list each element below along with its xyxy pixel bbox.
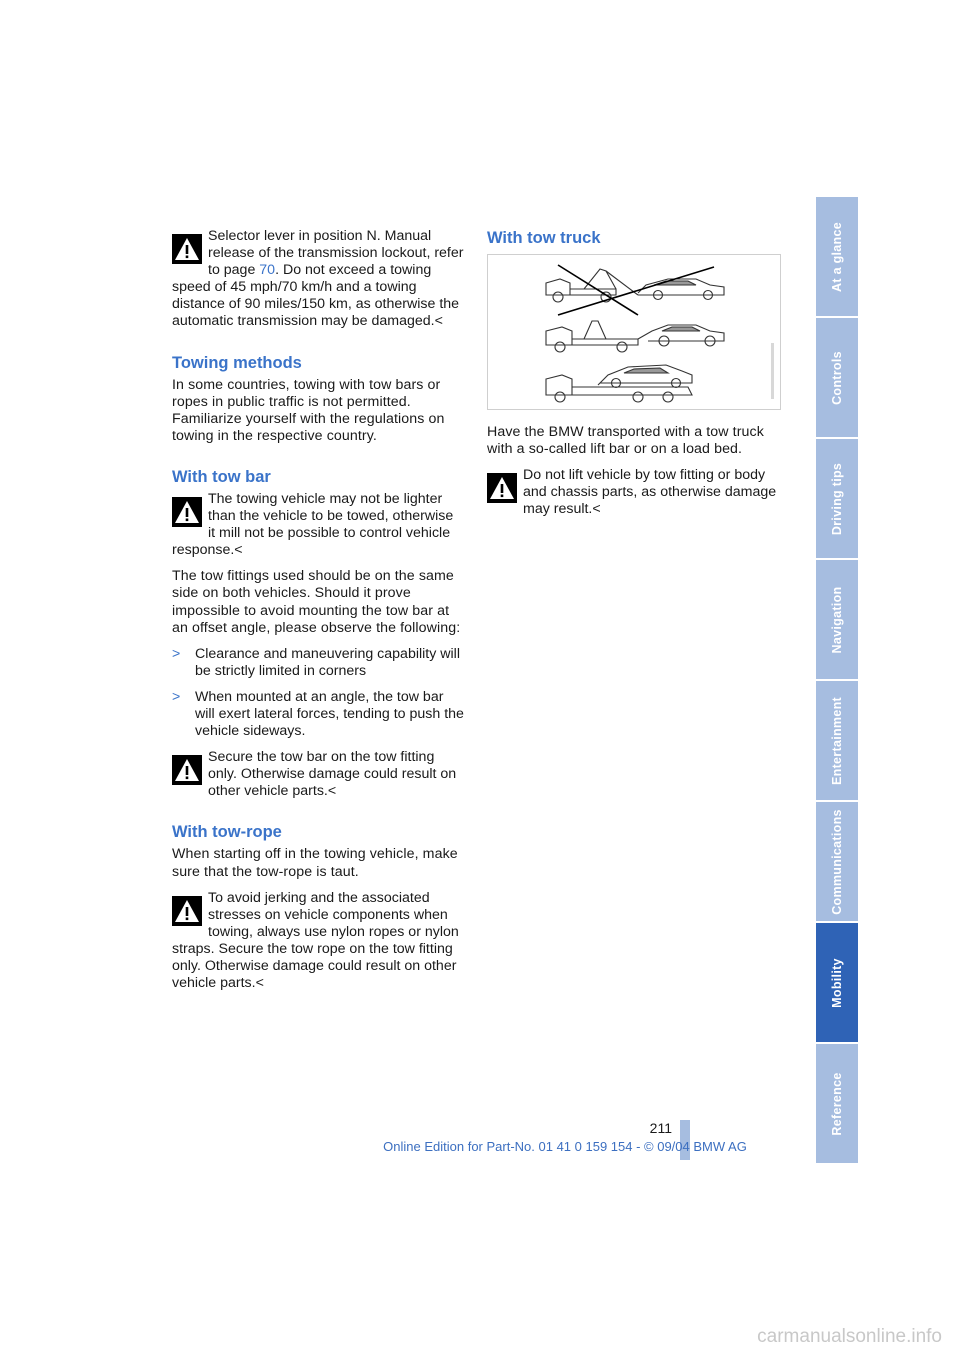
footer-text: Online Edition for Part-No. 01 41 0 159 154 - © 09/04 BMW AG [383,1139,747,1154]
footer [0,1139,960,1154]
tab-communications[interactable] [816,802,858,921]
tow-truck-body: Have the BMW transported with a tow truck with a so-called lift bar or on a load bed. [487,424,764,458]
tow-bar-body: The tow fittings used should be on the same side on both vehicles. Should it prove impossible to avoid mounting the tow bar at an offset angle, please observe the following: [172,568,461,636]
tab-at-a-glance[interactable] [816,197,858,316]
warning-tow-bar-fitting [172,749,464,800]
tab-label: Entertainment [830,696,844,785]
bullet-text: Clearance and maneuvering capability will be strictly limited in corners [195,645,460,679]
tab-mobility[interactable] [816,923,858,1042]
list-item [172,646,464,680]
warning-text: The towing vehicle may not be lighter than the vehicle to be towed, otherwise it mill not be possible to control vehicle response.< [172,490,454,559]
tab-label: Controls [830,350,844,405]
figure-code-mark [768,343,778,399]
tab-label: Navigation [830,586,844,653]
towing-methods-body: In some countries, towing with tow bars or ropes in public traffic is not permitted. Familiarize yourself with the regulations on towing in the respective country. [172,376,445,444]
tab-navigation[interactable] [816,560,858,679]
warning-icon [172,755,202,785]
heading-with-tow-rope: With tow-rope [172,823,282,842]
tab-entertainment[interactable] [816,681,858,800]
tab-label: At a glance [830,221,844,292]
warning-icon [487,473,517,503]
cross-line [558,267,714,315]
list-item [172,689,464,740]
warning-icon [172,497,202,527]
warning-transmission [172,228,464,331]
bullet-marker: > [172,688,181,705]
tab-label: Reference [830,1071,844,1136]
tab-driving-tips[interactable] [816,439,858,558]
left-column [172,228,464,1001]
heading-with-tow-truck: With tow truck [487,229,601,247]
tab-label: Communications [830,808,844,915]
bullet-text: When mounted at an angle, the tow bar will exert lateral forces, tending to push the vehicle sideways. [195,688,464,740]
tow-truck-row-2 [546,321,724,352]
bullet-marker: > [172,645,181,662]
warning-tow-truck [487,467,779,518]
heading-with-tow-bar: With tow bar [172,467,271,486]
chapter-sidebar [816,197,858,1165]
tow-bar-bullet-list [172,646,464,740]
warning-text: Selector lever in position N. Manual release of the transmission lockout, refer to page [208,228,464,279]
right-column [487,228,779,527]
warning-icon [172,234,202,264]
tab-label: Mobility [830,957,844,1008]
heading-towing-methods: Towing methods [172,353,302,372]
warning-text-end: . Do not exceed a towing speed of 45 mph/70 km/h and a towing distance of 90 miles/150 km, as otherwise the automatic transmission may be damaged.< [172,262,460,330]
page-number: 211 [649,1120,672,1136]
watermark: carmanualsonline.info [757,1326,942,1347]
warning-text: Do not lift vehicle by tow fitting or body and chassis parts, as otherwise damage may result.< [523,467,777,518]
tow-rope-body: When starting off in the towing vehicle, make sure that the tow-rope is taut. [172,846,458,880]
tow-truck-illustration [487,254,781,410]
warning-tow-bar-weight [172,491,464,559]
warning-text: To avoid jerking and the associated stresses on vehicle components when towing, always use nylon ropes or nylon straps. Secure the tow rope on the tow fitting only. Otherwise damage could result on other vehicle parts.< [172,889,459,992]
warning-icon [172,896,202,926]
tab-controls[interactable] [816,318,858,437]
page-link[interactable]: 70 [259,262,276,279]
warning-text: Secure the tow bar on the tow fitting only. Otherwise damage could result on other vehicle parts.< [208,749,457,800]
tow-truck-row-3 [546,365,692,402]
tab-label: Driving tips [830,462,844,535]
tow-truck-drawing [488,255,780,409]
warning-tow-rope [172,890,464,993]
